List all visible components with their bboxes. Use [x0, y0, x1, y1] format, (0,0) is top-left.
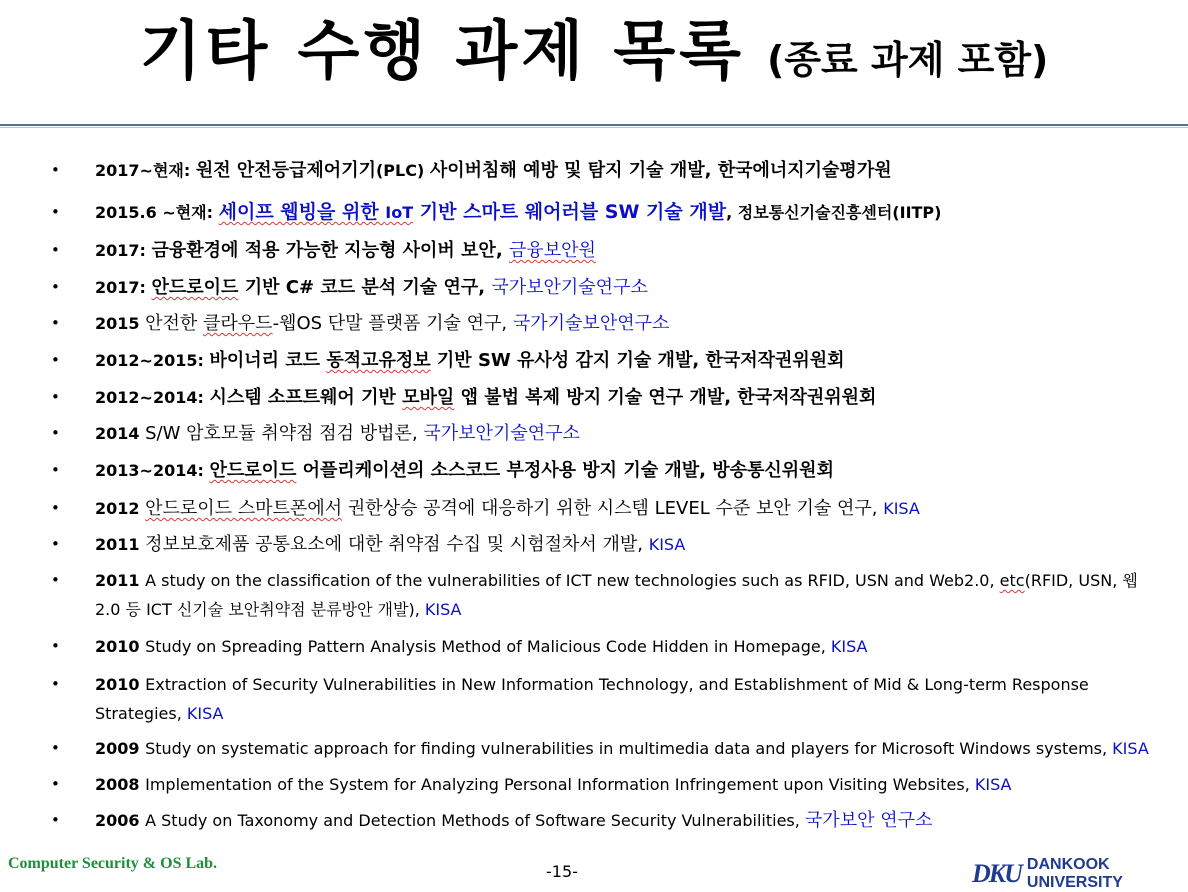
bullet: •	[51, 388, 60, 406]
title-divider	[0, 124, 1188, 126]
list-item: 2012~2015: 바이너리 코드 동적고유정보 기반 SW 유사성 감지 기술 개발, 한국저작권위원회	[95, 350, 845, 371]
title-sub: (종료 과제 포함)	[766, 38, 1049, 82]
list-item: 2017: 금융환경에 적용 가능한 지능형 사이버 보안, 금융보안원	[95, 240, 596, 261]
list-item: 2012~2014: 시스템 소프트웨어 기반 모바일 앱 불법 복제 방지 기술 연구 개발, 한국저작권위원회	[95, 387, 877, 408]
bullet: •	[51, 499, 60, 517]
bullet: •	[51, 351, 60, 369]
title-divider-shadow	[0, 127, 1188, 128]
university-logo	[972, 856, 1188, 892]
bullet: •	[51, 739, 60, 757]
bullet: •	[51, 461, 60, 479]
bullet: •	[51, 775, 60, 793]
list-item: 2011 A study on the classification of the vulnerabilities of ICT new technologies such as RFID, USN and Web2.0, etc(RFID, USN, 웹2.0 등 ICT 신기술 보안취약점 분류방안 개발), KISA	[95, 571, 1138, 619]
lab-name: Computer Security & OS Lab.	[8, 855, 218, 872]
bullet: •	[51, 314, 60, 332]
bullet: •	[51, 811, 60, 829]
bullet: •	[51, 161, 60, 179]
list-item: 2013~2014: 안드로이드 어플리케이션의 소스코드 부정사용 방지 기술 개발, 방송통신위원회	[95, 460, 834, 481]
slide-title	[0, 15, 1188, 89]
list-item: 2009 Study on systematic approach for finding vulnerabilities in multimedia data and players for Microsoft Windows systems, KISA	[95, 739, 1149, 758]
title-main: 기타 수행 과제 목록	[139, 15, 745, 89]
list-item: 2012 안드로이드 스마트폰에서 권한상승 공격에 대응하기 위한 시스템 LEVEL 수준 보안 기술 연구, KISA	[95, 498, 920, 519]
bullet: •	[51, 675, 60, 693]
list-item: 2017~현재: 원전 안전등급제어기기(PLC) 사이버침해 예방 및 탐지 기술 개발, 한국에너지기술평가원	[95, 160, 892, 181]
list-item: 2017: 안드로이드 기반 C# 코드 분석 기술 연구, 국가보안기술연구소	[95, 277, 648, 298]
list-item: 2010 Extraction of Security Vulnerabilities in New Information Technology, and Establishment of Mid & Long-term Response Strategies, KISA	[95, 675, 1089, 723]
bullet: •	[51, 571, 60, 589]
bullet: •	[51, 424, 60, 442]
list-item: 2011 정보보호제품 공통요소에 대한 취약점 수집 및 시험절차서 개발, KISA	[95, 534, 686, 555]
page-number: -15-	[546, 862, 578, 881]
list-item: 2008 Implementation of the System for Analyzing Personal Information Infringement upon Visiting Websites, KISA	[95, 775, 1012, 794]
list-item: 2010 Study on Spreading Pattern Analysis Method of Malicious Code Hidden in Homepage, KISA	[95, 637, 868, 656]
list-item: 2014 S/W 암호모듈 취약점 점검 방법론, 국가보안기술연구소	[95, 423, 580, 444]
bullet: •	[51, 535, 60, 553]
bullet: •	[51, 278, 60, 296]
university-name: DANKOOK UNIVERSITY	[1026, 856, 1123, 891]
list-item: 2015 안전한 클라우드-웹OS 단말 플랫폼 기술 연구, 국가기술보안연구소	[95, 313, 670, 334]
bullet: •	[51, 637, 60, 655]
list-item: 2015.6 ~현재: 세이프 웹빙을 위한 IoT 기반 스마트 웨어러블 SW 기술 개발, 정보통신기술진흥센터(IITP)	[95, 201, 942, 223]
list-item: 2006 A Study on Taxonomy and Detection Methods of Software Security Vulnerabilities, 국가보안 연구소	[95, 810, 933, 831]
bullet: •	[51, 203, 60, 221]
bullet: •	[51, 241, 60, 259]
dku-logo-icon: DKU	[972, 859, 1021, 888]
